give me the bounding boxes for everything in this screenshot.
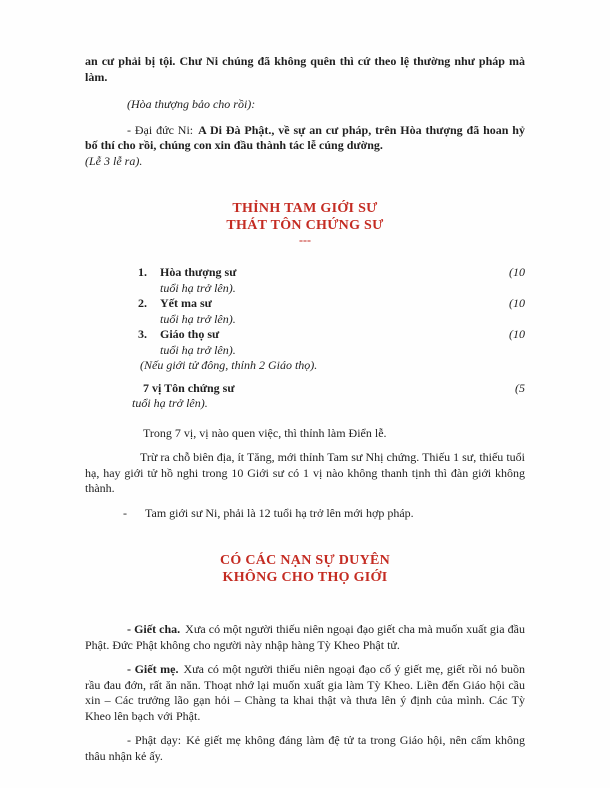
list-item-number: 3. xyxy=(138,327,147,341)
paragraph-body: Xưa có một người thiếu niên ngoại đạo cố ý giết mẹ, giết rồi nó buồn rầu đau đớn, rất ăn năn. Thoạt nhớ lại muốn xuất gia làm Tỳ Kheo. Liền đến Giáo hội cầu xin – Các trưởng lão gạn hỏi – Chàng ta khai thật và thưa lên ý định của mình. Các Tỳ Kheo lên bạch với Phật. xyxy=(85,662,525,723)
list-item-continuation: tuổi hạ trở lên). xyxy=(132,396,208,410)
list-item-name: 7 vị Tôn chứng sư xyxy=(143,380,235,395)
section1-title-line2: THÁT TÔN CHỨNG SƯ xyxy=(226,218,384,233)
list-item-seniority: (10 xyxy=(509,265,525,279)
phat-day-paragraph xyxy=(85,733,525,764)
list-item-continuation: tuổi hạ trở lên). xyxy=(160,311,236,326)
paragraph-lead: - Giết mẹ. xyxy=(127,662,179,676)
list-item-seniority: (10 xyxy=(509,327,525,341)
list-item-continuation: tuổi hạ trở lên). xyxy=(160,280,236,295)
list-item-number: 2. xyxy=(138,296,147,310)
title-divider: --- xyxy=(299,233,311,247)
paragraph-body: A Di Đà Phật., về sự an cư pháp, trên Hòa thượng đã hoan hỷ bố thí cho rồi, chúng con xin đầu thành tác lễ cúng dường. xyxy=(85,122,525,152)
list-item-continuation: tuổi hạ trở lên). xyxy=(160,342,236,357)
le-3-le-note: (Lễ 3 lễ ra). xyxy=(85,153,143,168)
list-note: (Nếu giới tử đông, thỉnh 2 Giáo thọ). xyxy=(140,358,318,372)
dien-le-paragraph: Trong 7 vị, vị nào quen việc, thì thỉnh làm Điển lễ. xyxy=(143,425,387,440)
list-dash: - xyxy=(123,505,127,520)
paragraph-body: Tam giới sư Ni, phải là 12 tuổi hạ trở lên mới hợp pháp. xyxy=(145,505,414,520)
list-item-seniority: (10 xyxy=(509,296,525,310)
list-item xyxy=(85,296,525,312)
paragraph-body: Kẻ giết mẹ không đáng làm đệ tử ta trong Giáo hội, nên cấm không thâu nhận kẻ ấy. xyxy=(85,733,525,763)
list-item xyxy=(85,265,525,281)
hoa-thuong-note: (Hòa thượng bảo cho rồi): xyxy=(127,97,256,111)
list-item-name: Hòa thượng sư xyxy=(160,265,237,279)
section1-title xyxy=(85,200,525,234)
dai-duc-ni-paragraph xyxy=(85,123,525,154)
giet-me-paragraph xyxy=(85,662,525,724)
paragraph-lead: - Phật dạy: xyxy=(127,733,182,747)
list-item-name: Giáo thọ sư xyxy=(160,327,220,341)
giet-cha-paragraph xyxy=(85,622,525,653)
tam-gioi-su-ni-paragraph xyxy=(123,506,525,522)
gioi-su-list xyxy=(85,265,525,374)
ton-chung-su-item xyxy=(85,381,525,412)
paragraph-body: Xưa có một người thiếu niên ngoại đạo giết cha mà muốn xuất gia đầu Phật. Đức Phật không cho người này nhập hàng Tỳ Kheo Phật tử. xyxy=(85,622,525,652)
paragraph-lead: - Đại đức Ni: xyxy=(127,122,194,137)
paragraph-lead: - Giết cha. xyxy=(127,622,181,636)
list-item-seniority: (5 xyxy=(515,380,525,395)
section2-title-line2: KHÔNG CHO THỌ GIỚI xyxy=(222,570,388,585)
section1-title-line1: THỈNH TAM GIỚI SƯ xyxy=(232,201,378,216)
bien-dia-paragraph: Trừ ra chỗ biên địa, ít Tăng, mới thỉnh Tam sư Nhị chứng. Thiếu 1 sư, thiếu tuổi hạ, hay giới tử hồ nghi trong 10 Giới sư có 1 vị nào không thanh tịnh thì đàn giới không thành. xyxy=(85,450,525,495)
list-item-number: 1. xyxy=(138,265,147,279)
opening-paragraph: an cư phải bị tội. Chư Ni chúng đã không quên thì cứ theo lệ thường như pháp mà làm. xyxy=(85,54,525,84)
section2-title-line1: CÓ CÁC NẠN SỰ DUYÊN xyxy=(219,553,391,568)
section2-title xyxy=(85,552,525,586)
list-item xyxy=(85,327,525,343)
list-item-name: Yết ma sư xyxy=(160,296,212,310)
